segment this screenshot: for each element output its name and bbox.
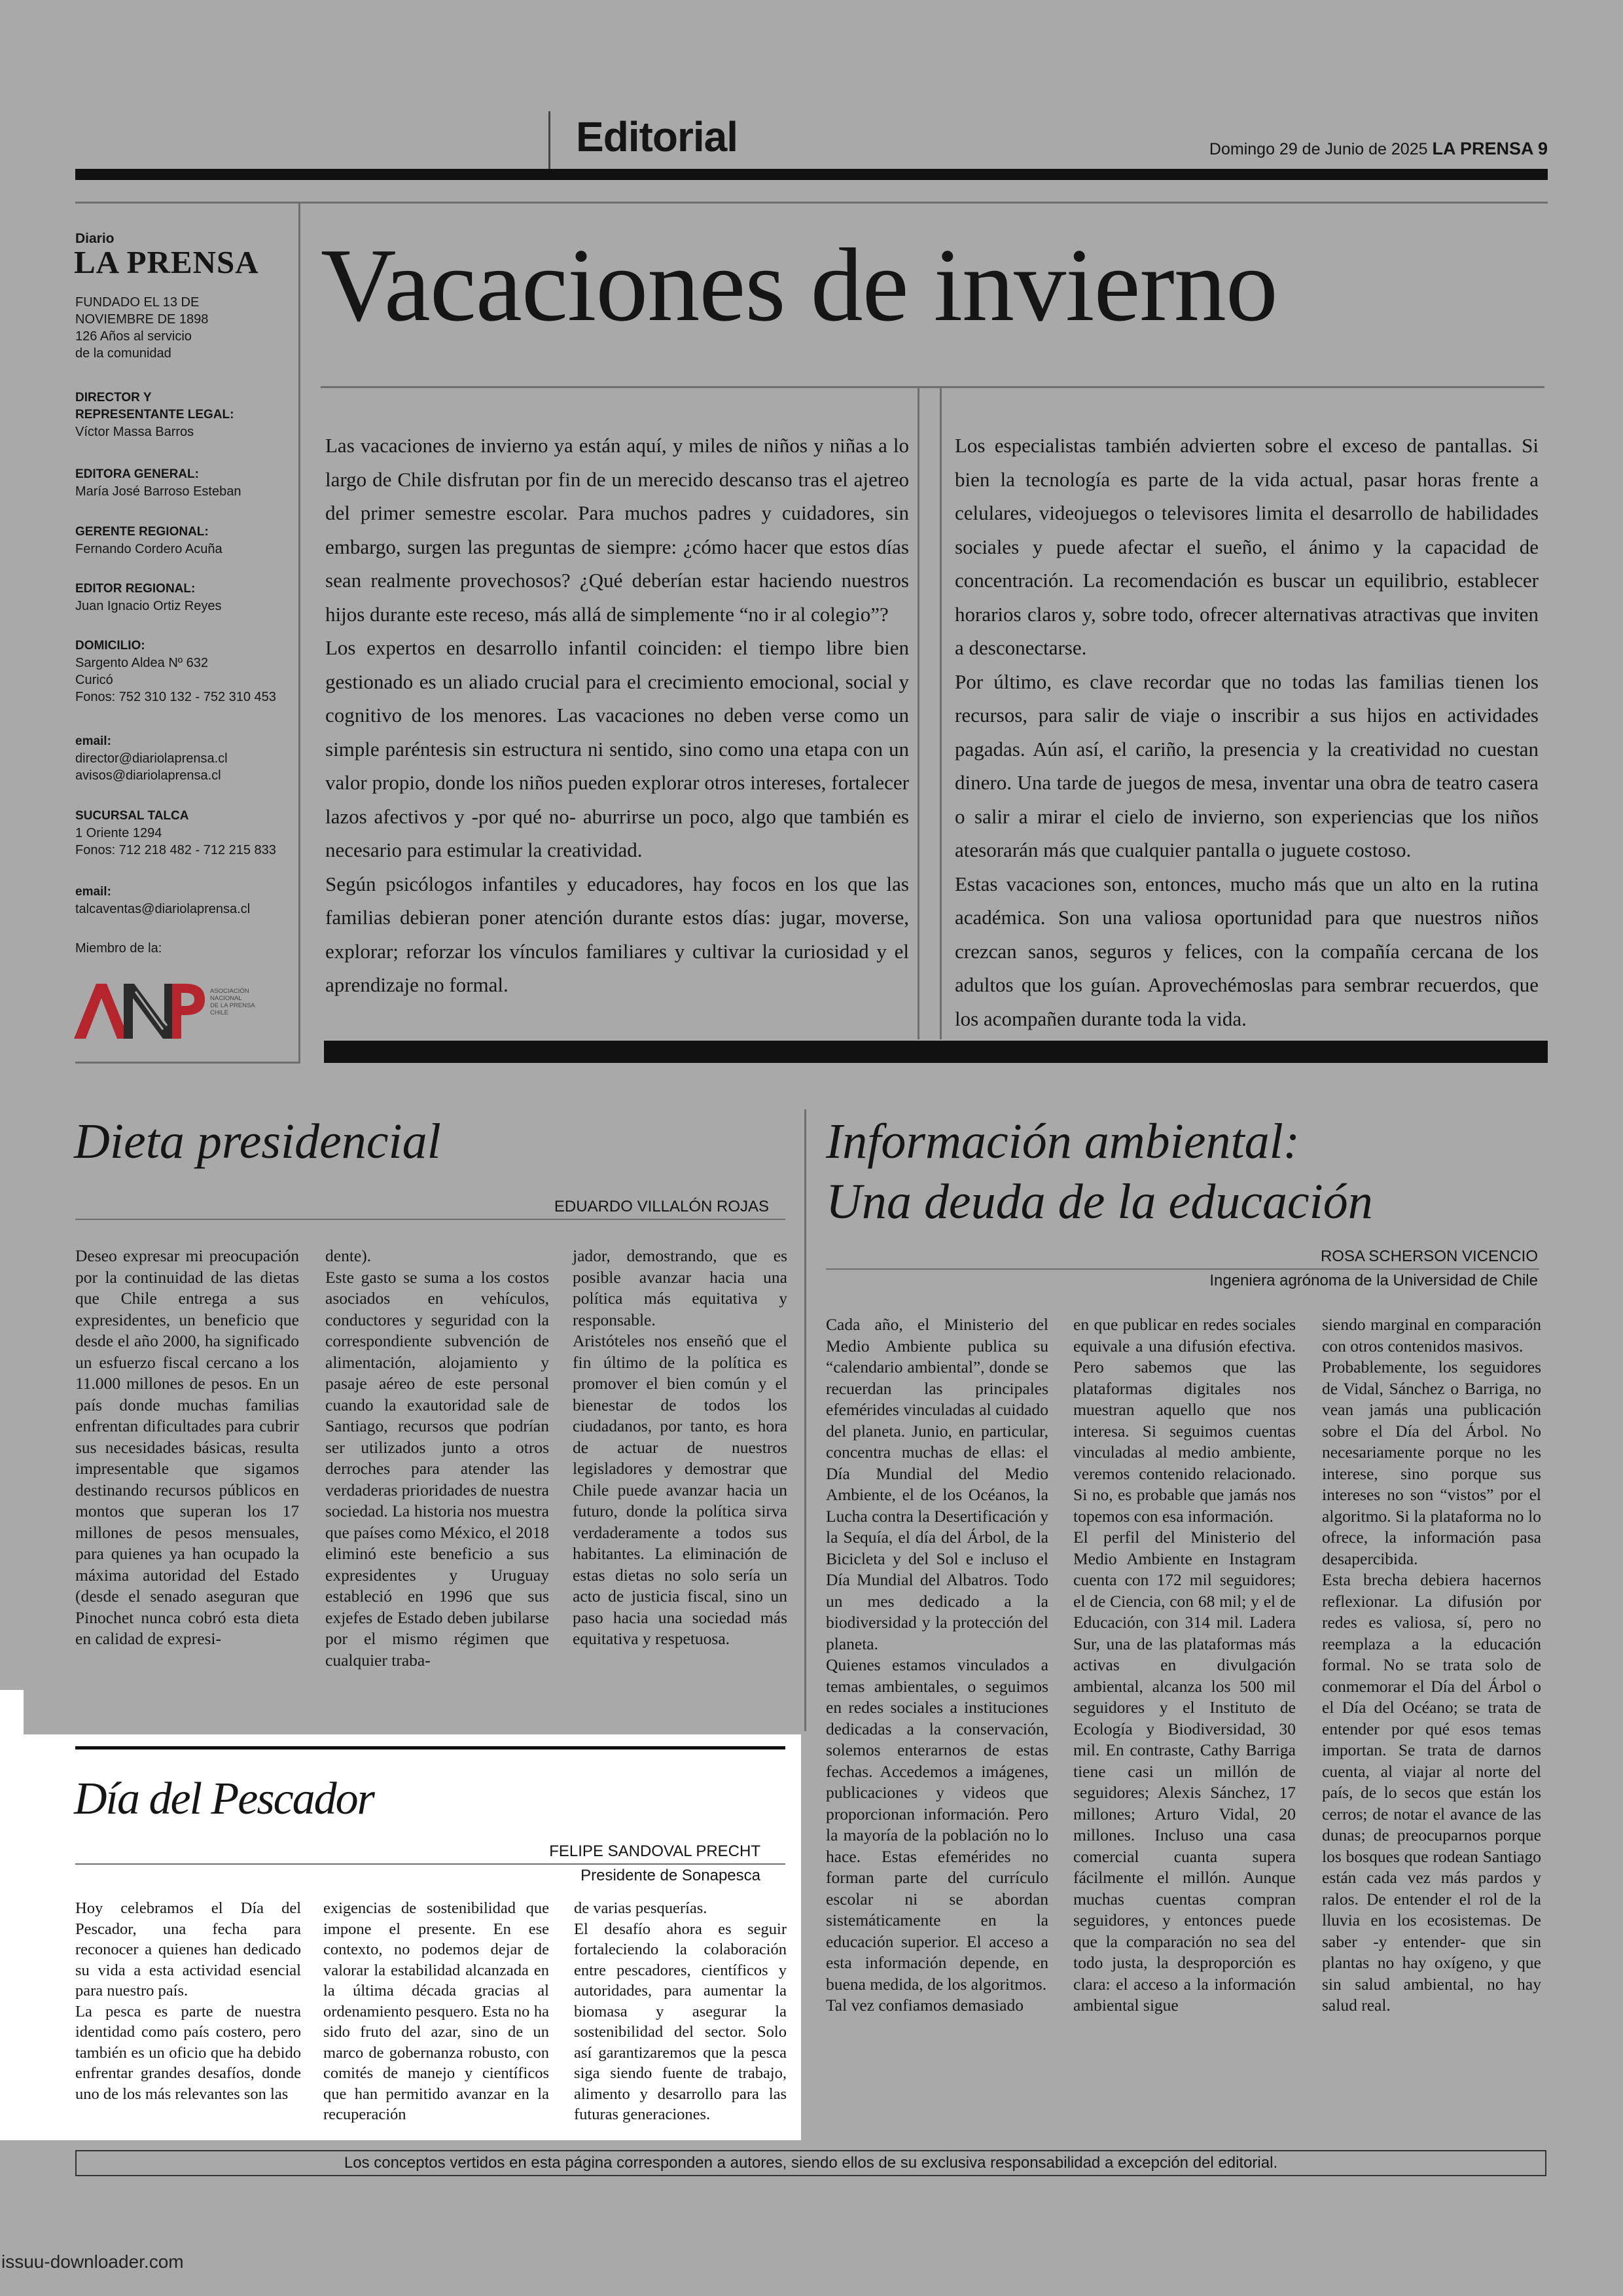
ambiental-author: ROSA SCHERSON VICENCIO (1320, 1247, 1538, 1265)
masthead-domicilio: DOMICILIO: Sargento Aldea Nº 632 Curicó Fonos: 752 310 132 - 752 310 453 (75, 639, 276, 704)
issue-date: Domingo 29 de Junio de 2025 (1209, 140, 1428, 158)
editorial-title-rule (321, 386, 1544, 388)
ambiental-column-3: siendo marginal en comparación con otros contenidos masivos. Probablemente, los seguidores de Vidal, Sánchez o Barriga, no vean jamás una publicación sobre el Día del Árbol. No necesariamente porque no les interese, sino porque sus intereses no son “vistos” por el algoritmo. Si la plataforma no lo ofrece, la información pasa desapercibida. Esta brecha debiera hacernos reflexionar. La difusión por redes es valiosa, sí, pero no reemplaza a la educación formal. No se trata solo de conmemorar el Día del Árbol o el Día del Océano; se trata de entender por qué esos temas importan. Se trata de darnos cuenta, al viajar al norte del país, de lo secos que están los cerros; de notar el avance de las dunas; de preocuparnos porque los bosques que rodean Santiago están cada vez más pardos y ralos. De entender el rol de la lluvia en los ecosistemas. De saber -y entender- que sin plantas no hay oxígeno, y que sin salud ambiental, no hay salud real. (1322, 1315, 1541, 2015)
disclaimer-text: Los conceptos vertidos en esta página corresponden a autores, siendo ellos de su exclusiva responsabilidad a excepción del editorial. (344, 2154, 1278, 2172)
pescador-title-rule (75, 1863, 785, 1865)
masthead-editora: EDITORA GENERAL: María José Barroso Esteban (75, 467, 241, 499)
editorial-column-divider-a (918, 388, 919, 1039)
header-thin-rule (75, 202, 1548, 204)
pescador-author: FELIPE SANDOVAL PRECHT (549, 1842, 760, 1860)
pescador-title: Día del Pescador (74, 1774, 374, 1824)
pescador-column-3: de varias pesquerías. El desafío ahora es seguir fortaleciendo la colaboración entre pescadores, científicos y autoridades, para aumentar la biomasa y asegurar la sostenibilidad del sector. Solo así garantizaremos que la pesca siga siendo fuente de trabajo, alimento y desarrollo para las futuras generaciones. (574, 1899, 787, 2123)
masthead-director: DIRECTOR Y REPRESENTANTE LEGAL: Víctor Massa Barros (75, 391, 234, 439)
dieta-column-3: jador, demostrando, que es posible avanzar hacia una política más equitativa y responsable. Aristóteles nos enseñó que el fin último de la política es promover el bien común y el bienestar de todos los ciudadanos, por tanto, es hora de actuar de nuestros legisladores y demostrar que Chile puede avanzar hacia un futuro, donde la política sirva verdaderamente a todos sus habitantes. La eliminación de estas dietas no solo sería un acto de justicia fiscal, sino un paso hacia una sociedad más equitativa y respetuosa. (573, 1246, 787, 1648)
editorial-title: Vacaciones de invierno (321, 226, 1277, 343)
page-number: LA PRENSA 9 (1432, 139, 1548, 158)
dieta-title: Dieta presidencial (74, 1114, 441, 1169)
anp-logo-icon (74, 978, 205, 1041)
editorial-column-2: Los especialistas también advierten sobre el exceso de pantallas. Si bien la tecnología es parte de la vida actual, pasar horas frente a celulares, videojuegos o televisores limita el desarrollo de habilidades sociales y puede afectar el sueño, el ánimo y la capacidad de concentración. La recomendación es buscar un equilibrio, establecer horarios claros y, sobre todo, ofrecer alternativas atractivas que inviten a desconectarse. Por último, es clave recordar que no todas las familias tienen los recursos, para salir de viaje o inscribir a sus hijos en actividades pagadas. Aún así, el cariño, la presencia y la creatividad no cuestan dinero. Una tarde de juegos de mesa, inventar una obra de teatro casera o salir a mirar el cielo de invierno, son experiencias que los niños atesorarán más que cualquier pantalla o juguete costoso. Estas vacaciones son, entonces, mucho más que un alto en la rutina académica. Son una valiosa oportunidad para que nuestros niños crezcan sanos, seguros y felices, con la compañía cercana de los adultos que los guían. Aprovechémoslas para sembrar recuerdos, que los acompañen durante toda la vida. (955, 434, 1539, 1030)
dieta-column-2: dente). Este gasto se suma a los costos asociados en vehículos, conductores y seguridad con la correspondiente subvención de alimentación, alojamiento y pasaje aéreo de este personal cuando la exautoridad sale de Santiago, recursos que podrían ser utilizados junto a otros derroches para atender las verdaderas prioridades de nuestra sociedad. La historia nos muestra que países como México, el 2018 eliminó este beneficio a sus expresidentes y Uruguay estableció en 1996 que sus exjefes de Estado deben jubilarse por el mismo régimen que cualquier traba- (325, 1246, 549, 1670)
masthead-bottom-border (75, 1062, 300, 1064)
date-line (1209, 139, 1548, 159)
anp-logo (74, 978, 283, 1044)
masthead-gerente: GERENTE REGIONAL: Fernando Cordero Acuña (75, 525, 223, 556)
opinion-vertical-divider (804, 1109, 806, 1731)
header-vertical-divider (548, 111, 550, 169)
dieta-title-rule (75, 1219, 785, 1220)
masthead-founded: FUNDADO EL 13 DE NOVIEMBRE DE 1898 126 Años al servicio de la comunidad (75, 295, 209, 361)
masthead-diario: Diario (75, 231, 115, 246)
disclaimer-box (75, 2150, 1546, 2176)
masthead-editor-regional: EDITOR REGIONAL: Juan Ignacio Ortiz Reyes (75, 582, 222, 613)
masthead-email: email: director@diariolaprensa.cl avisos@diariolaprensa.cl (75, 733, 291, 784)
ambiental-role: Ingeniera agrónoma de la Universidad de Chile (1209, 1272, 1538, 1289)
masthead-sucursal: SUCURSAL TALCA 1 Oriente 1294 Fonos: 712 218 482 - 712 215 833 (75, 809, 276, 857)
editorial-column-divider-b (940, 388, 942, 1039)
director-email-link[interactable]: director@diariolaprensa.cl (75, 751, 228, 766)
masthead-right-border (298, 203, 300, 1064)
header-thick-rule (75, 169, 1548, 180)
masthead-logo-name: LA PRENSA (74, 244, 259, 280)
dieta-author: EDUARDO VILLALÓN ROJAS (554, 1198, 769, 1215)
avisos-email-link[interactable]: avisos@diariolaprensa.cl (75, 768, 221, 783)
ambiental-title-rule (826, 1268, 1539, 1270)
ambiental-title: Información ambiental: Una deuda de la educación (826, 1114, 1373, 1229)
ambiental-column-1: Cada año, el Ministerio del Medio Ambiente publica su “calendario ambiental”, donde se recuerdan las principales efemérides vinculadas al cuidado del planeta. Junio, en particular, concentra muchas de ellas: el Día Mundial del Medio Ambiente, el de los Océanos, la Lucha contra la Desertificación y la Sequía, el día del Árbol, de la Bicicleta y del Sol e incluso el Día Mundial del Albatros. Todo un mes dedicado a la biodiversidad y la protección del planeta. Quienes estamos vinculados a temas ambientales, o seguimos en redes sociales a instituciones dedicadas a la conservación, solemos enterarnos de estas fechas. Accedemos a imágenes, publicaciones y videos que proporcionan información. Pero la mayoría de la población no lo hace. Estas efemérides no forman parte del currículo escolar ni se abordan sistemáticamente en la educación superior. El acceso a esta información depende, en buena medida, de los algoritmos. Tal vez confiamos demasiado (826, 1315, 1048, 2015)
editorial-column-1: Las vacaciones de invierno ya están aquí, y miles de niños y niñas a lo largo de Chile disfrutan por fin de un merecido descanso tras el ajetreo del primer semestre escolar. Para muchos padres y cuidadores, sin embargo, surgen las preguntas de siempre: ¿cómo hacer que estos días sean realmente provechosos? ¿Qué deberían estar haciendo nuestros hijos durante este receso, más allá de simplemente “no ir al colegio”? Los expertos en desarrollo infantil coinciden: el tiempo libre bien gestionado es un aliado crucial para el crecimiento emocional, social y cognitivo de los menores. Las vacaciones no deben verse como un simple paréntesis sin estructura ni sentido, sino como una etapa con un valor propio, donde los niños pueden explorar otros intereses, fortalecer lazos afectivos y -por qué no- aburrirse un poco, algo que también es necesario para estimular la creatividad. Según psicólogos infantiles y educadores, hay focos en los que las familias debieran poner atención durante estos días: jugar, moverse, explorar; reforzar los vínculos familiares y cultivar la curiosidad y el aprendizaje no formal. (325, 434, 909, 996)
white-scan-patch (0, 1690, 24, 2140)
watermark: issuu-downloader.com (1, 2251, 184, 2272)
masthead-talca-email: email: talcaventas@diariolaprensa.cl (75, 884, 291, 918)
dieta-column-1: Deseo expresar mi preocupación por la continuidad de las dietas que Chile entrega a sus expresidentes, un beneficio que desde el año 2000, ha significado un esfuerzo fiscal cercano a los 11.000 millones de pesos. En un país donde muchas familias enfrentan dificultades para cubrir sus necesidades básicas, resulta impresentable que sigamos destinando recursos públicos en montos que superan los 17 millones de pesos mensuales, para quienes ya han ocupado la máxima autoridad del Estado (desde el senado aseguran que Pinochet nunca cobró esta dieta en calidad de expresi- (75, 1246, 299, 1648)
anp-small-text: ASOCIACIÓN NACIONAL DE LA PRENSA CHILE (210, 988, 255, 1016)
section-title: Editorial (576, 113, 738, 160)
editorial-bottom-bar (324, 1041, 1548, 1063)
pescador-role: Presidente de Sonapesca (580, 1867, 760, 1884)
pescador-column-2: exigencias de sostenibilidad que impone el presente. En ese contexto, no podemos dejar de valorar la estabilidad alcanzada en la última década gracias al ordenamiento pesquero. Esta no ha sido fruto del azar, sino de un marco de gobernanza robusto, con comités de manejo y científicos que han permitido avanzar en la recuperación (323, 1899, 549, 2123)
ambiental-column-2: en que publicar en redes sociales equivale a una difusión efectiva. Pero sabemos que las plataformas digitales nos muestran aquello que nos interesa. Si seguimos cuentas vinculadas al medio ambiente, veremos contenido relacionado. Si no, es probable que jamás nos topemos con esa información. El perfil del Ministerio del Medio Ambiente en Instagram cuenta con 172 mil seguidores; el de Ciencia, con 68 mil; y el de Educación, con 314 mil. Ladera Sur, una de las plataformas más activas en divulgación ambiental, alcanza los 500 mil seguidores y el Instituto de Ecología y Biodiversidad, 30 mil. En contraste, Cathy Barriga tiene casi un millón de seguidores; Alexis Sánchez, 17 millones; Arturo Vidal, 20 millones. Incluso una casa comercial cuanta supera fácilmente el millón. Aunque muchas cuentas compran seguidores, y entonces puede que la comparación no sea del todo justa, la desproporción es clara: el acceso a la información ambiental sigue (1073, 1315, 1296, 2015)
pescador-column-1: Hoy celebramos el Día del Pescador, una fecha para reconocer a quienes han dedicado su vida a esta actividad esencial para nuestro país. La pesca es parte de nuestra identidad como país costero, pero también es un oficio que ha debido enfrentar grandes desafíos, donde uno de los más relevantes son las (75, 1899, 301, 2103)
pescador-top-rule (75, 1746, 785, 1749)
talca-email-link[interactable]: talcaventas@diariolaprensa.cl (75, 902, 251, 916)
masthead-member: Miembro de la: (75, 941, 162, 956)
